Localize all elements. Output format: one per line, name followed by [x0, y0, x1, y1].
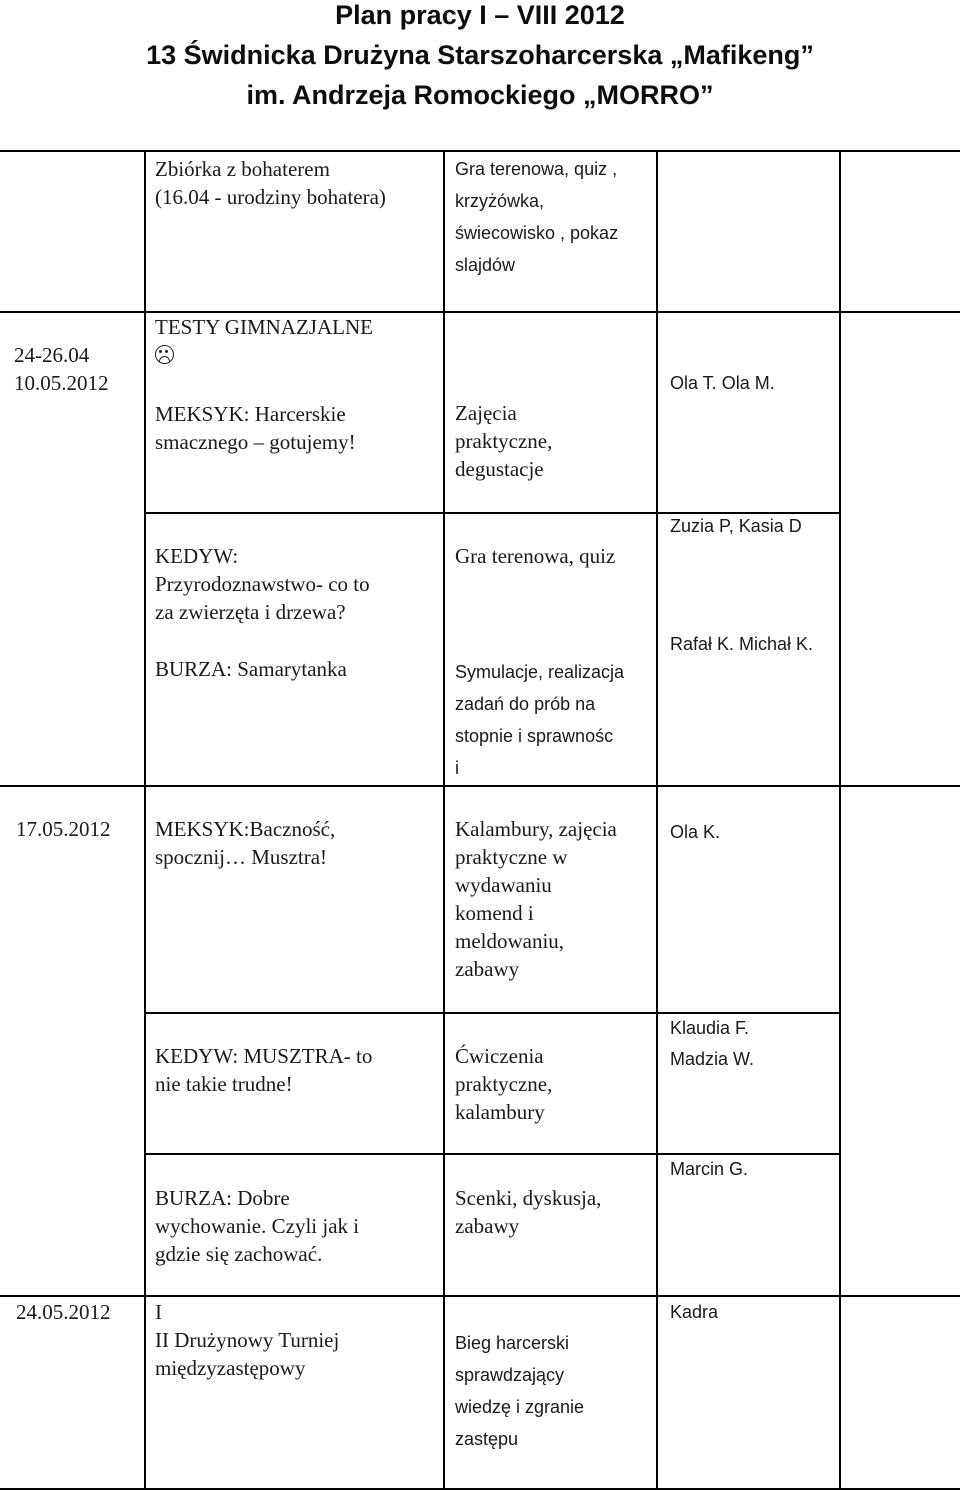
topic-line: gdzie się zachować. — [155, 1242, 323, 1266]
form-line: zabawy — [455, 957, 520, 981]
form-line: stopnie i sprawnośc — [455, 726, 614, 746]
row-2-topic — [155, 313, 373, 369]
row-5-topic — [155, 1042, 372, 1098]
form-line: krzyżówka, — [455, 191, 545, 211]
form-line: kalambury — [455, 1100, 545, 1124]
form-line: degustacje — [455, 457, 544, 481]
row-3-topic-a — [155, 542, 370, 626]
topic-line: za zwierzęta i drzewa? — [155, 600, 346, 624]
row-5-responsible — [670, 1013, 754, 1075]
form-line: komend i — [455, 901, 534, 925]
form-line: Kalambury, zajęcia — [455, 817, 617, 841]
topic-line: II Drużynowy Turniej — [155, 1328, 340, 1352]
date-line: 24-26.04 — [14, 343, 90, 367]
topic-line: (16.04 - urodziny bohatera) — [155, 185, 386, 209]
date-line: 10.05.2012 — [14, 371, 109, 395]
form-line: Symulacje, realizacja — [455, 662, 625, 682]
form-line: wiedzę i zgranie — [455, 1397, 585, 1417]
topic-line: KEDYW: MUSZTRA- to — [155, 1044, 373, 1068]
responsible-line: Klaudia F. — [670, 1018, 750, 1038]
topic-line: wychowanie. Czyli jak i — [155, 1214, 360, 1238]
responsible-line: Madzia W. — [670, 1049, 755, 1069]
row-7-form — [455, 1327, 584, 1455]
row-3-form-b — [455, 656, 624, 784]
form-line: praktyczne w — [455, 845, 568, 869]
row-1-form — [455, 153, 618, 281]
sad-face-icon — [155, 341, 373, 369]
row-3-topic-b: BURZA: Samarytanka — [155, 657, 347, 681]
topic-line: BURZA: Dobre — [155, 1186, 290, 1210]
topic-line: spocznij… Musztra! — [155, 845, 328, 869]
row-4-form — [455, 815, 617, 983]
form-line: sprawdzający — [455, 1365, 565, 1385]
form-line: Bieg harcerski — [455, 1333, 570, 1353]
form-line: zadań do prób na — [455, 694, 596, 714]
team-name: 13 Świdnicka Drużyna Starszoharcerska „Mafikeng” — [146, 40, 814, 70]
topic-line: międzyzastępowy — [155, 1356, 306, 1380]
team-patron: im. Andrzeja Romockiego „MORRO” — [246, 80, 714, 110]
form-line: Scenki, dyskusja, — [455, 1186, 602, 1210]
topic-line: nie takie trudne! — [155, 1072, 293, 1096]
form-line: zabawy — [455, 1214, 520, 1238]
row-6-topic — [155, 1184, 359, 1268]
form-line: zastępu — [455, 1429, 519, 1449]
row-6-form — [455, 1184, 601, 1240]
row-3-responsible-b: Rafał K. Michał K. — [670, 634, 814, 654]
form-line: Gra terenowa, quiz , — [455, 159, 618, 179]
row-7-topic — [155, 1298, 339, 1382]
row-3-form-a: Gra terenowa, quiz — [455, 544, 616, 568]
form-line: slajdów — [455, 255, 516, 275]
row-2-topic-b — [155, 400, 356, 456]
form-line: Zajęcia — [455, 401, 517, 425]
row-7-responsible: Kadra — [670, 1302, 719, 1322]
topic-heading: TESTY GIMNAZJALNE — [155, 315, 373, 339]
topic-line: MEKSYK: Harcerskie — [155, 402, 346, 426]
form-line: Ćwiczenia — [455, 1044, 544, 1068]
form-line: praktyczne, — [455, 429, 553, 453]
document-title: Plan pracy I – VIII 2012 — [335, 0, 625, 30]
form-line: wydawaniu — [455, 873, 552, 897]
topic-line: smacznego – gotujemy! — [155, 430, 356, 454]
topic-line: I — [155, 1300, 162, 1324]
form-line: świecowisko , pokaz — [455, 223, 619, 243]
row-6-responsible: Marcin G. — [670, 1159, 749, 1179]
row-1-topic — [155, 155, 386, 211]
row-7-date: 24.05.2012 — [16, 1300, 111, 1324]
topic-line: Przyrodoznawstwo- co to — [155, 572, 370, 596]
form-line: praktyczne, — [455, 1072, 553, 1096]
row-2-date — [14, 341, 109, 397]
row-2-responsible: Ola T. Ola M. — [670, 373, 775, 393]
topic-line: Zbiórka z bohaterem — [155, 157, 330, 181]
row-2-form — [455, 399, 552, 483]
row-3-responsible-a: Zuzia P, Kasia D — [670, 516, 802, 536]
row-5-form — [455, 1042, 552, 1126]
form-line: i — [455, 758, 459, 778]
form-line: meldowaniu, — [455, 929, 565, 953]
row-4-topic — [155, 815, 335, 871]
topic-line: MEKSYK:Baczność, — [155, 817, 336, 841]
topic-line: KEDYW: — [155, 544, 239, 568]
row-4-date: 17.05.2012 — [16, 817, 111, 841]
row-4-responsible: Ola K. — [670, 822, 721, 842]
